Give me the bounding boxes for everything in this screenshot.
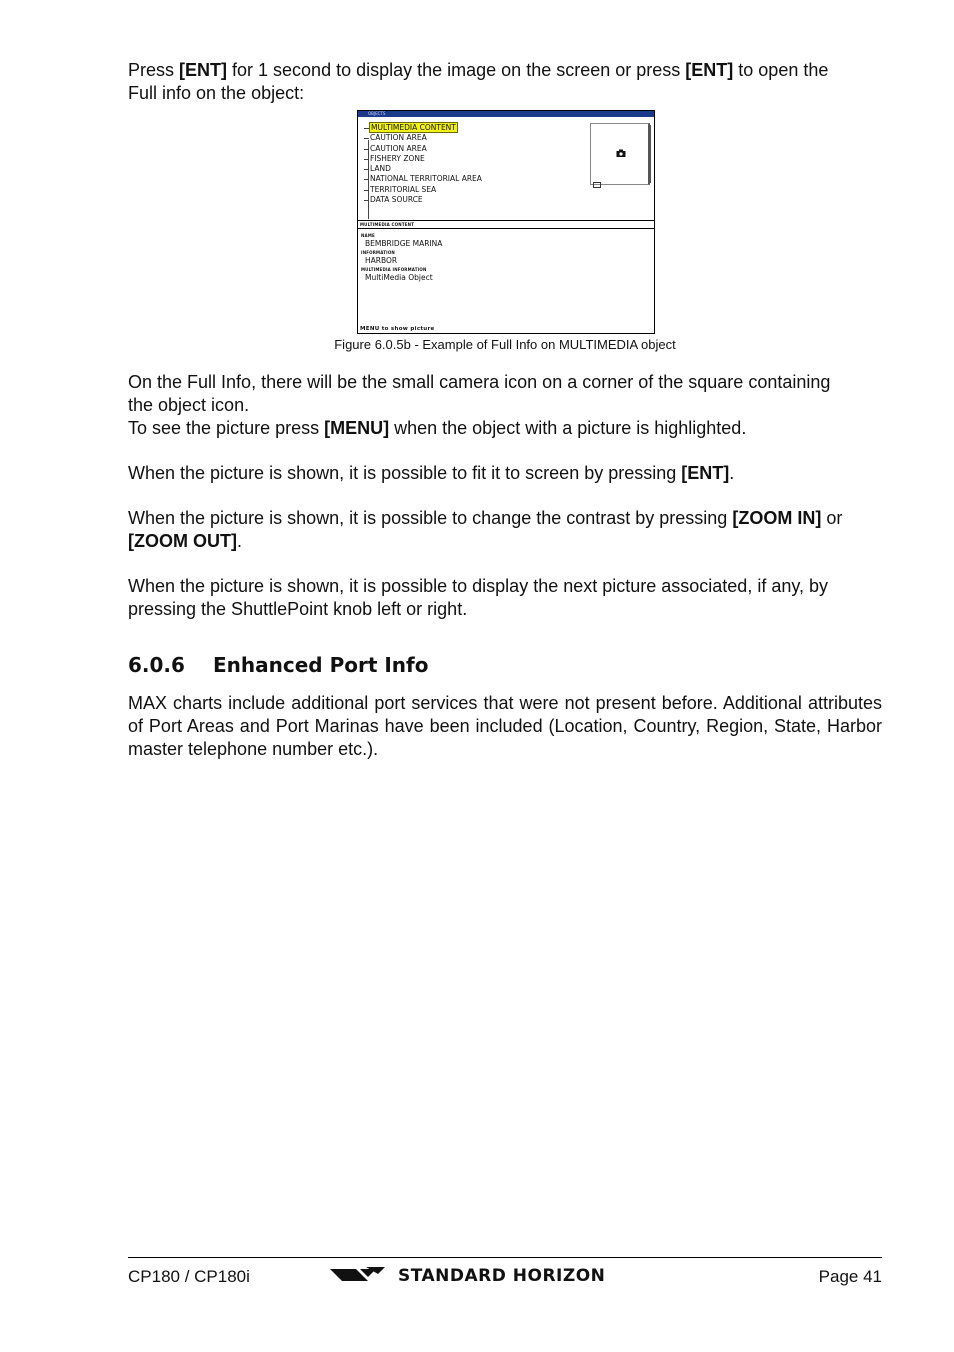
field-value-name: BEMBRIDGE MARINA [365, 239, 443, 248]
footer-divider [128, 1257, 882, 1258]
divider [358, 220, 654, 221]
divider [358, 228, 654, 229]
intro-line-1: Press [ENT] for 1 second to display the image on the screen or press [ENT] to open the [128, 60, 829, 80]
tree-item[interactable]: CAUTION AREA [362, 133, 587, 143]
tree-item[interactable]: FISHERY ZONE [362, 154, 587, 164]
section-header: MULTIMEDIA CONTENT [360, 222, 415, 227]
paragraph-port-info: MAX charts include additional port services that were not present before. Additional attributes of Port Areas and Port Marinas have been included (Location, Country, Region, State, Harbor master telephone number etc.). [128, 693, 882, 759]
tree-item-selected[interactable]: MULTIMEDIA CONTENT [362, 123, 587, 133]
text-line: When the picture is shown, it is possible to change the contrast by pressing [ZOOM IN] or [128, 508, 843, 528]
field-label-name: NAME [361, 233, 375, 238]
tree-item[interactable]: LAND [362, 164, 587, 174]
text-line: To see the picture press [MENU] when the object with a picture is highlighted. [128, 418, 747, 438]
object-small-icon [593, 182, 601, 188]
paragraph-next-picture [128, 575, 882, 621]
brand-text: STANDARD HORIZON [398, 1266, 606, 1286]
standard-horizon-logo [330, 1264, 682, 1286]
full-info-screenshot [357, 110, 655, 334]
text-line: the object icon. [128, 395, 250, 415]
object-tree [362, 123, 587, 205]
tree-item[interactable]: NATIONAL TERRITORIAL AREA [362, 174, 587, 184]
screen-footer-hint: MENU to show picture [360, 326, 435, 332]
page-number: Page 41 [818, 1267, 882, 1286]
intro-line-2: Full info on the object: [128, 83, 305, 103]
paragraph-fit-screen: When the picture is shown, it is possible to fit it to screen by pressing [ENT]. [128, 463, 735, 483]
tree-item[interactable]: DATA SOURCE [362, 195, 587, 205]
field-label-information: INFORMATION [361, 250, 395, 255]
field-value-information: HARBOR [365, 256, 398, 265]
text-line: On the Full Info, there will be the small camera icon on a corner of the square containing [128, 372, 831, 392]
field-label-multimedia: MULTIMEDIA INFORMATION [361, 267, 427, 272]
text-line: pressing the ShuttlePoint knob left or right. [128, 599, 468, 619]
camera-icon [616, 148, 626, 158]
section-number: 6.0.6 [128, 653, 185, 677]
tree-item[interactable]: TERRITORIAL SEA [362, 185, 587, 195]
field-value-multimedia: MultiMedia Object [365, 273, 433, 282]
section-title: Enhanced Port Info [213, 653, 429, 677]
tree-item[interactable]: CAUTION AREA [362, 144, 587, 154]
footer-model: CP180 / CP180i [128, 1267, 250, 1286]
figure-caption: Figure 6.0.5b - Example of Full Info on MULTIMEDIA object [334, 337, 676, 352]
text-line: When the picture is shown, it is possible to display the next picture associated, if any, by [128, 576, 829, 596]
paragraph-contrast [128, 507, 882, 553]
paragraph-camera-icon [128, 371, 882, 440]
intro-paragraph [128, 59, 882, 105]
scrollbar[interactable] [649, 125, 651, 183]
text-line: [ZOOM OUT]. [128, 531, 242, 551]
section-heading [128, 653, 428, 677]
object-icon-square [590, 123, 650, 185]
window-titlebar: OBJECTS [358, 111, 654, 117]
